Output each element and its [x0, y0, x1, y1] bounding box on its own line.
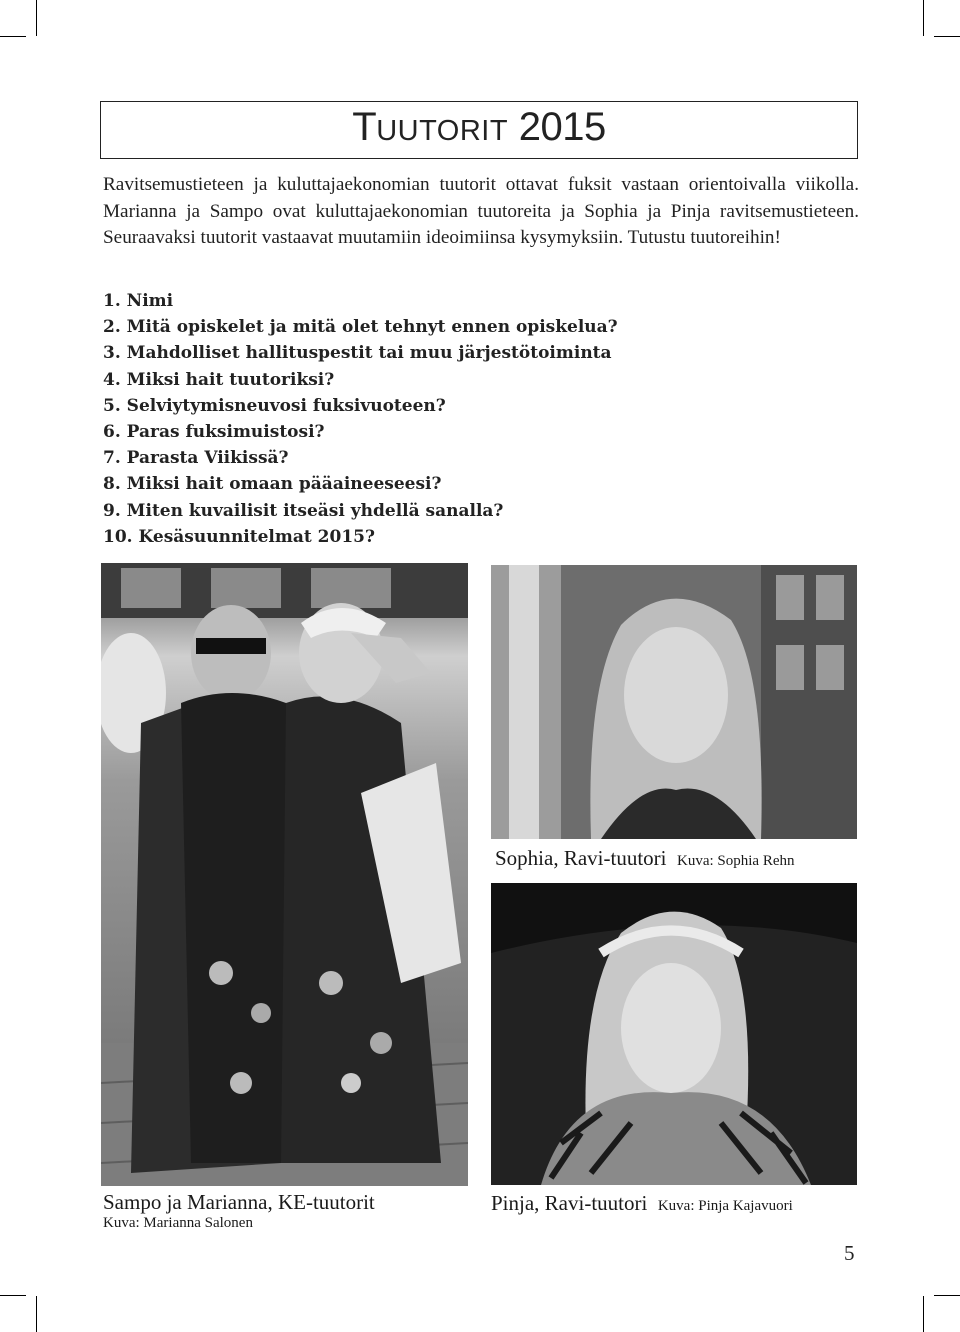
question-item: 1. Nimi [103, 291, 174, 311]
crop-mark [934, 36, 960, 37]
title-initial: T [352, 105, 377, 149]
photo-sophia-image [491, 565, 857, 839]
title-box [100, 101, 858, 159]
page-title [101, 105, 857, 150]
caption-sophia [495, 846, 795, 871]
title-year: 2015 [518, 105, 606, 149]
crop-mark [0, 36, 26, 37]
question-item: 6. Paras fuksimuistosi? [103, 422, 325, 443]
photo-sampo-marianna-image [101, 563, 468, 1186]
question-item: 2. Mitä opiskelet ja mitä olet tehnyt ennen opiskelua? [103, 317, 618, 338]
question-item: 10. Kesäsuunnitelmat 2015? [103, 526, 375, 547]
question-list [103, 288, 823, 550]
crop-mark [36, 0, 37, 36]
photo-sampo-marianna [101, 563, 468, 1186]
caption-sampo-marianna-name: Sampo ja Marianna, KE-tuutorit [103, 1190, 375, 1214]
crop-mark [923, 0, 924, 36]
question-item: 9. Miten kuvailisit itseäsi yhdellä sanalla? [103, 500, 504, 521]
caption-pinja [491, 1191, 793, 1216]
crop-mark [934, 1295, 960, 1296]
credit-pinja: Kuva: Pinja Kajavuori [657, 1198, 793, 1214]
question-item: 4. Miksi hait tuutoriksi? [103, 369, 335, 390]
crop-mark [36, 1296, 37, 1332]
photo-pinja-image [491, 883, 857, 1185]
crop-mark [0, 1295, 26, 1296]
photo-sophia [491, 565, 857, 839]
question-item: 5. Selviytymisneuvosi fuksivuoteen? [103, 395, 446, 416]
intro-paragraph: Ravitsemustieteen ja kuluttajaekonomian tuutorit ottavat fuksit vastaan orientoivalla viikolla. Marianna ja Sampo ovat kuluttajaekonomian tuutoreita ja Sophia ja Pinja ravitsemustieteen. Seuraavaksi tuutorit vastaavat muutamiin ideoimiinsa kysymyksiin. Tutustu tuutoreihin! [103, 174, 859, 248]
photo-pinja [491, 883, 857, 1185]
credit-sophia: Kuva: Sophia Rehn [677, 853, 795, 869]
caption-pinja-name: Pinja, Ravi-tuutori [491, 1191, 648, 1215]
caption-sampo-marianna [103, 1190, 375, 1215]
page-number: 5 [844, 1241, 855, 1265]
credit-sampo-marianna: Kuva: Marianna Salonen [103, 1215, 253, 1231]
title-rest: UUTORIT [376, 115, 509, 147]
crop-mark [923, 1296, 924, 1332]
question-item: 7. Parasta Viikissä? [103, 448, 289, 469]
question-item: 8. Miksi hait omaan pääaineeseesi? [103, 474, 442, 495]
question-item: 3. Mahdolliset hallituspestit tai muu järjestötoiminta [103, 343, 612, 364]
caption-sophia-name: Sophia, Ravi-tuutori [495, 846, 667, 870]
